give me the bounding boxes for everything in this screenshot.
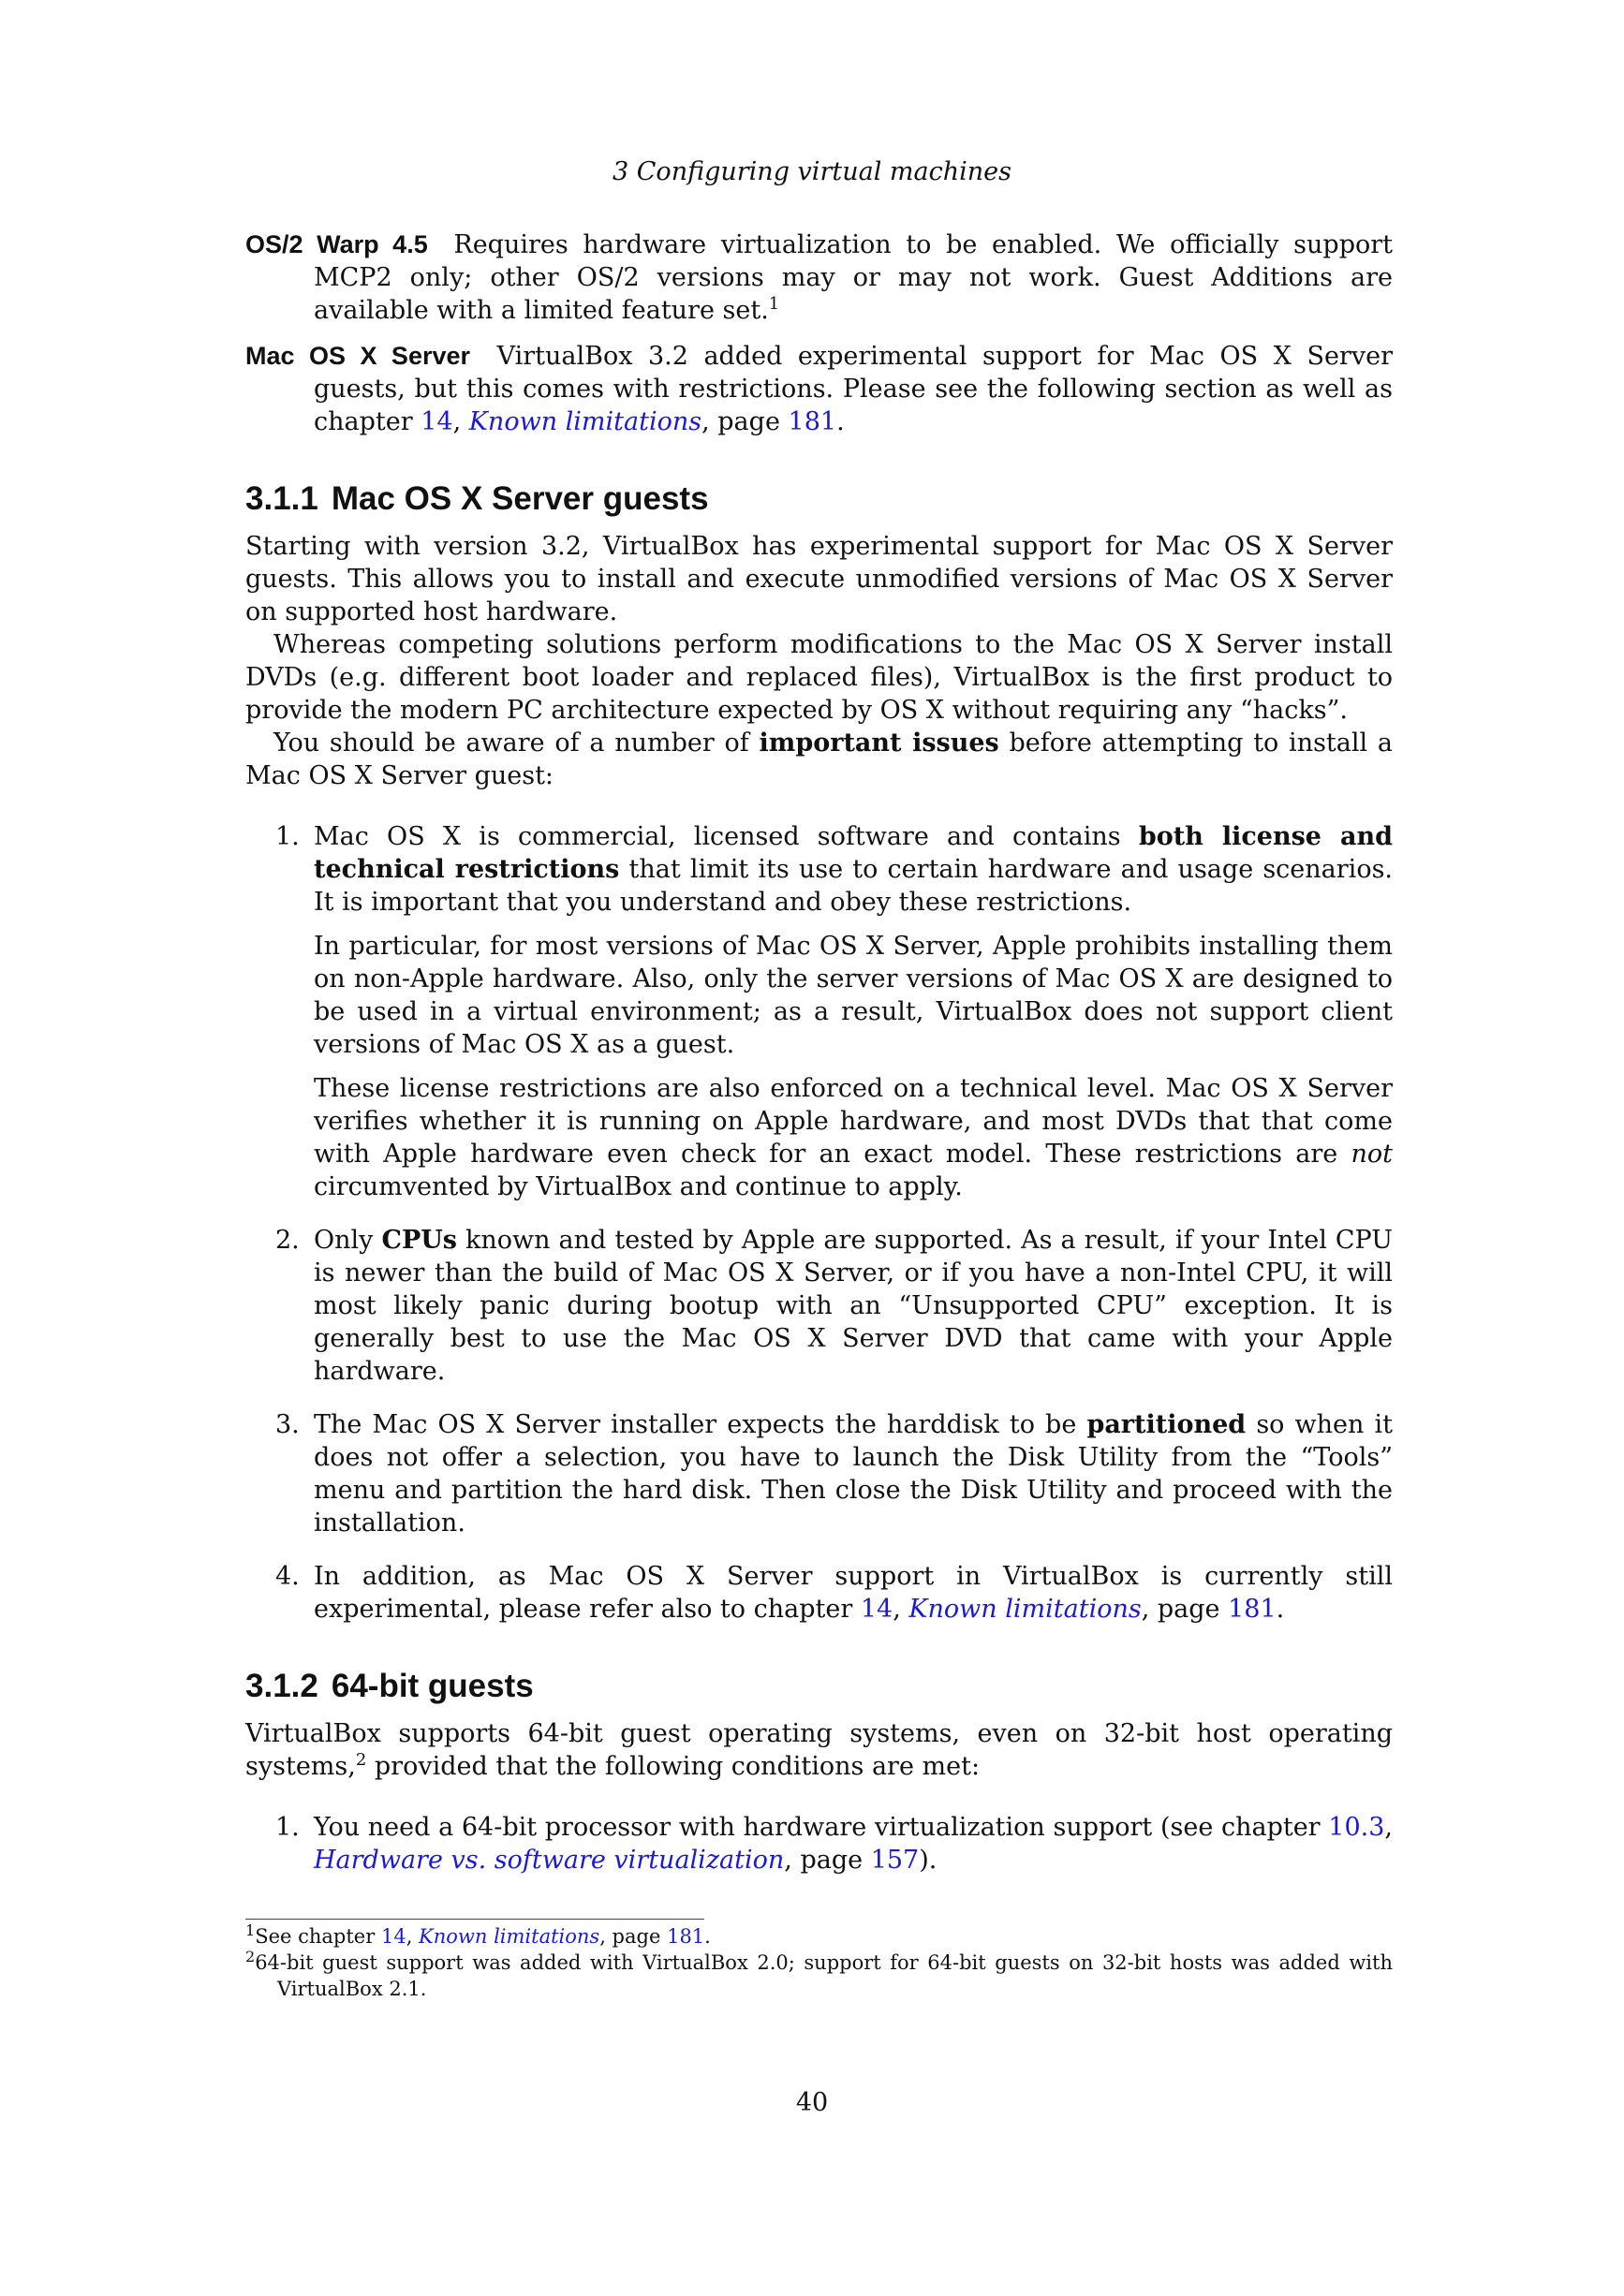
term-os2-warp <box>245 228 1393 327</box>
list-marker: 1. <box>275 1813 300 1842</box>
footnote-ref[interactable]: 1 <box>768 294 780 314</box>
footnote: $^2$64-bit guest support was added with VirtualBox 2.0; support for 64-bit guests on 32-bit hosts was added with VirtualBox 2.1. <box>245 1948 1393 2000</box>
section-number: 3.1.1 <box>245 480 318 517</box>
chapter-link[interactable]: 14 <box>421 407 453 436</box>
chapter-title-link[interactable]: Known limitations <box>419 1925 600 1948</box>
term-label: OS/2 Warp 4.5 <box>245 230 428 258</box>
term-description: Requires hardware virtualization to be enabled. We officially support MCP2 only; other OS/2 versions may or may not work. Guest Additions are available with a limited feature set. <box>314 230 1393 325</box>
page-link[interactable]: 181 <box>667 1925 705 1948</box>
running-head: 3 Configuring virtual machines <box>613 157 1011 186</box>
chapter-title-link[interactable]: Known limitations <box>468 407 702 436</box>
section-title: 64-bit guests <box>331 1668 534 1704</box>
chapter-title-link[interactable]: Hardware vs. software virtualization <box>314 1846 785 1875</box>
page-link[interactable]: 181 <box>788 407 837 436</box>
chapter-link[interactable]: 14 <box>860 1595 893 1624</box>
footnote: $^1$See chapter 14, Known limitations, page 181. <box>245 1921 711 1948</box>
list-item: 1. You need a 64-bit processor with hardware virtualization support (see chapter 10.3, Hardware vs. software virtualization, page 157). <box>275 1813 1393 1875</box>
section-number: 3.1.2 <box>245 1668 318 1704</box>
list-item: 1. Mac OS X is commercial, licensed software and contains both license and technical restrictions that limit its use to certain hardware and usage scenarios. It is important that you understand and obey these restrictions. In particular, for most versions of Mac OS X Server, Apple prohibits installing them on non-Apple hardware. Also, only the server versions of Mac OS X are designed to be used in a virtual environment; as a result, VirtualBox does not support client versions of Mac OS X as a guest. These license restrictions are also enforced on a technical level. Mac OS X Server verifies whether it is running on Apple hardware, and most DVDs that that come with Apple hardware even check for an exact model. These restrictions are not circumvented by VirtualBox and continue to apply. <box>275 822 1394 1201</box>
section-heading-3-1-1 <box>245 479 1393 519</box>
conditions-list <box>245 1811 1393 1877</box>
list-marker: 1. <box>275 822 300 851</box>
issues-list <box>245 820 1393 1626</box>
page-number: 40 <box>795 2088 829 2117</box>
paragraph: Starting with version 3.2, VirtualBox has experimental support for Mac OS X Server guests. This allows you to install and execute unmodified versions of Mac OS X Server on supported host hardware. <box>245 532 1393 626</box>
chapter-link[interactable]: 10.3 <box>1328 1813 1385 1842</box>
page-link[interactable]: 181 <box>1228 1595 1277 1624</box>
page-link[interactable]: 157 <box>870 1846 920 1875</box>
list-item: 4. In addition, as Mac OS X Server support in VirtualBox is currently still experimental, please refer also to chapter 14, Known limitations, page 181. <box>275 1562 1393 1624</box>
chapter-link[interactable]: 14 <box>380 1925 406 1948</box>
footnotes <box>245 1923 1393 2002</box>
term-label: Mac OS X Server <box>245 342 471 370</box>
section-heading-3-1-2 <box>245 1667 1393 1706</box>
section-title: Mac OS X Server guests <box>331 480 709 517</box>
footnote-ref[interactable]: 2 <box>355 1750 367 1770</box>
paragraph: You should be aware of a number of important issues before attempting to install a Mac OS X Server guest: <box>245 729 1393 790</box>
footnote-divider <box>245 1919 704 1920</box>
list-marker: 4. <box>275 1562 300 1591</box>
chapter-title-link[interactable]: Known limitations <box>908 1595 1142 1624</box>
term-mac-os-x-server: Mac OS X Server VirtualBox 3.2 added experimental support for Mac OS X Server guests, but this comes with restrictions. Please see the following section as well as chapter 14, Known limitations, page 181. <box>245 342 1393 436</box>
list-marker: 3. <box>275 1410 300 1439</box>
paragraph: Whereas competing solutions perform modifications to the Mac OS X Server install DVDs (e.g. different boot loader and replaced files), VirtualBox is the first product to provide the modern PC architecture expected by OS X without requiring any “hacks”. <box>245 630 1393 725</box>
list-item: 3. The Mac OS X Server installer expects the harddisk to be partitioned so when it does not offer a selection, you have to launch the Disk Utility from the “Tools” menu and partition the hard disk. Then close the Disk Utility and proceed with the installation. <box>275 1410 1393 1538</box>
term-description: VirtualBox 3.2 added experimental support for Mac OS X Server guests, but this comes with restrictions. Please see the following section as well as chapter <box>314 342 1393 436</box>
list-marker: 2. <box>275 1226 300 1255</box>
paragraph: VirtualBox supports 64-bit guest operating systems, even on 32-bit host operating systems,$^2$ provided that the following conditions are met: <box>245 1719 1393 1781</box>
main-content <box>245 228 1393 1897</box>
list-item: 2. Only CPUs known and tested by Apple are supported. As a result, if your Intel CPU is newer than the build of Mac OS X Server, or if you have a non-Intel CPU, it will most likely panic during bootup with an “Unsupported CPU” exception. It is generally best to use the Mac OS X Server DVD that came with your Apple hardware. <box>275 1226 1393 1386</box>
